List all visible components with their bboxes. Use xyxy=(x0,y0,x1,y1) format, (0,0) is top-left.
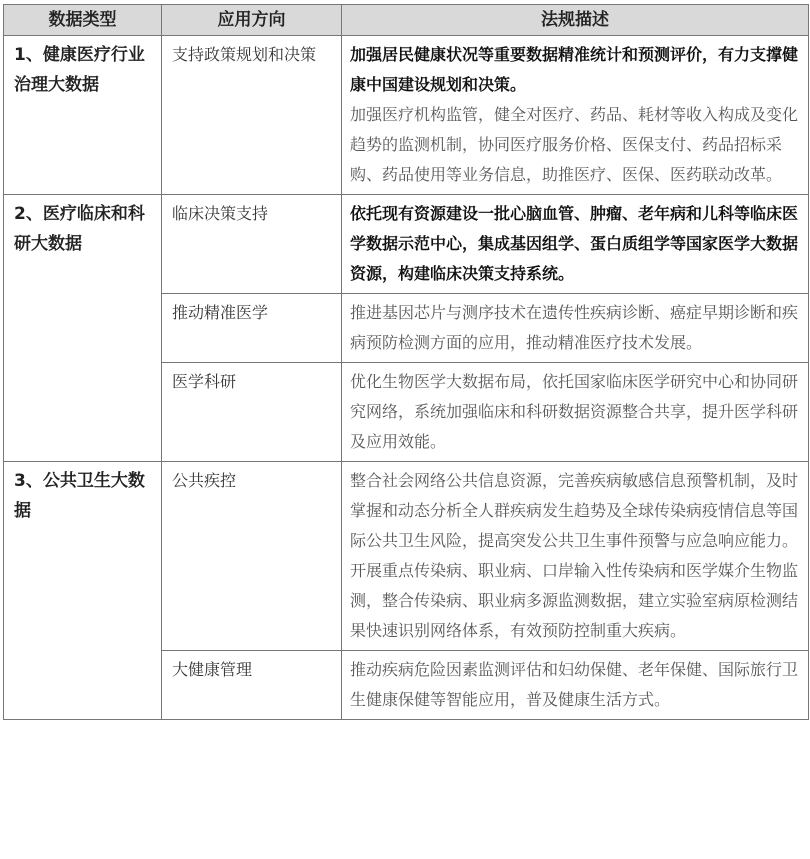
table-row xyxy=(4,36,809,195)
table-header xyxy=(4,5,809,36)
data-type-cell: 2、医疗临床和科研大数据 xyxy=(4,195,162,462)
regulation-description-cell xyxy=(342,363,809,462)
regulation-description-cell xyxy=(342,462,809,651)
header-row xyxy=(4,5,809,36)
description-paragraph: 推动疾病危险因素监测评估和妇幼保健、老年保健、国际旅行卫生健康保健等智能应用，普及健康生活方式。 xyxy=(350,660,799,709)
application-direction-cell: 公共疾控 xyxy=(162,462,342,651)
application-direction-cell: 临床决策支持 xyxy=(162,195,342,294)
header-data-type: 数据类型 xyxy=(4,5,162,36)
regulation-description-cell xyxy=(342,195,809,294)
description-paragraph: 开展重点传染病、职业病、口岸输入性传染病和医学媒介生物监测，整合传染病、职业病多源监测数据，建立实验室病原检测结果快速识别网络体系，有效预防控制重大疾病。 xyxy=(350,561,799,640)
description-paragraph: 加强医疗机构监管，健全对医疗、药品、耗材等收入构成及变化趋势的监测机制，协同医疗服务价格、医保支付、药品招标采购、药品使用等业务信息，助推医疗、医保、医药联动改革。 xyxy=(350,105,799,184)
application-direction-cell: 医学科研 xyxy=(162,363,342,462)
regulation-description-cell xyxy=(342,36,809,195)
application-direction-cell: 支持政策规划和决策 xyxy=(162,36,342,195)
header-application-direction: 应用方向 xyxy=(162,5,342,36)
data-type-cell: 3、公共卫生大数据 xyxy=(4,462,162,720)
description-paragraph: 优化生物医学大数据布局，依托国家临床医学研究中心和协同研究网络，系统加强临床和科研数据资源整合共享，提升医学科研及应用效能。 xyxy=(350,372,799,451)
application-direction-cell: 大健康管理 xyxy=(162,651,342,720)
regulation-description-cell xyxy=(342,294,809,363)
regulation-description-cell xyxy=(342,651,809,720)
description-paragraph: 推进基因芯片与测序技术在遗传性疾病诊断、癌症早期诊断和疾病预防检测方面的应用，推动精准医疗技术发展。 xyxy=(350,303,799,352)
application-direction-cell: 推动精准医学 xyxy=(162,294,342,363)
regulation-table xyxy=(3,4,809,720)
header-regulation-description: 法规描述 xyxy=(342,5,809,36)
description-paragraph: 加强居民健康状况等重要数据精准统计和预测评价，有力支撑健康中国建设规划和决策。 xyxy=(350,45,799,94)
table-body xyxy=(4,36,809,720)
description-paragraph: 整合社会网络公共信息资源，完善疾病敏感信息预警机制，及时掌握和动态分析全人群疾病发生趋势及全球传染病疫情信息等国际公共卫生风险，提高突发公共卫生事件预警与应急响应能力。 xyxy=(350,471,799,550)
table-row xyxy=(4,195,809,294)
table-row xyxy=(4,462,809,651)
description-paragraph: 依托现有资源建设一批心脑血管、肿瘤、老年病和儿科等临床医学数据示范中心，集成基因组学、蛋白质组学等国家医学大数据资源，构建临床决策支持系统。 xyxy=(350,204,799,283)
data-type-cell: 1、健康医疗行业治理大数据 xyxy=(4,36,162,195)
